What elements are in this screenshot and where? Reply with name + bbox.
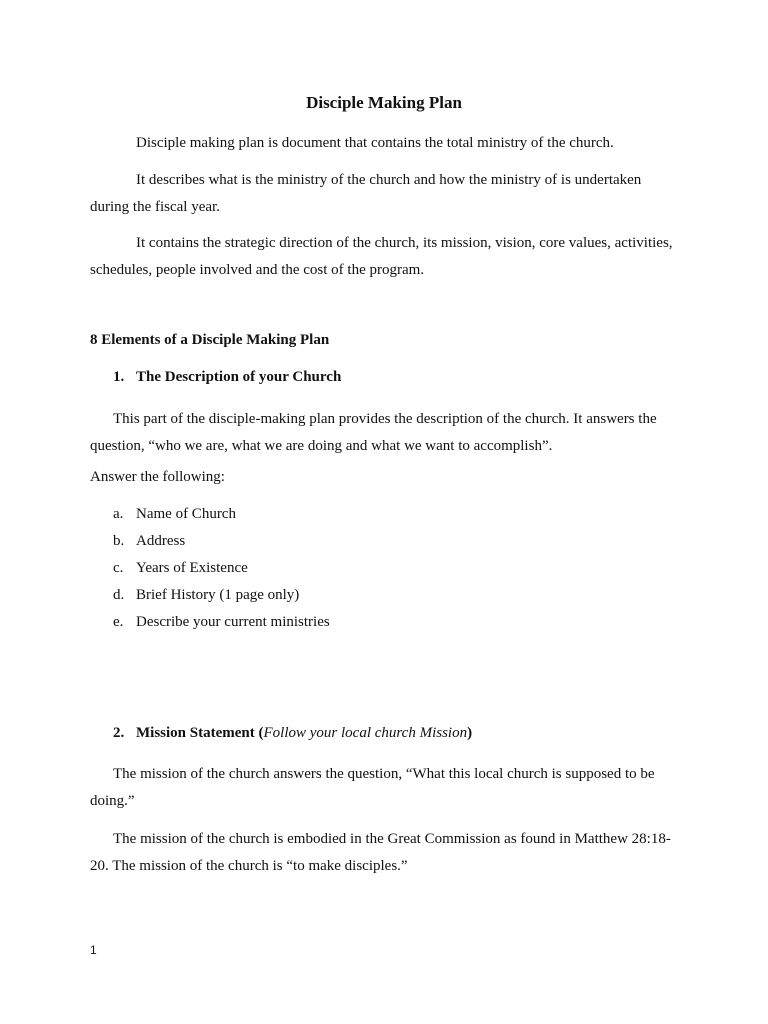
list-item-letter: e. [113, 614, 124, 630]
list-item-text: Describe your current ministries [136, 614, 330, 630]
list-item-letter: b. [113, 533, 125, 549]
list-item-text: Address [136, 533, 186, 549]
section-2-note: Follow your local church Mission [263, 725, 468, 741]
list-item-text: Name of Church [136, 506, 236, 522]
intro-paragraph-3: It contains the strategic direction of the church, its mission, vision, core values, activities, schedules, people involved and the cost of the program. [90, 235, 673, 278]
section-1-body: This part of the disciple-making plan provides the description of the church. It answers the question, “who we are, what we are doing and what we want to accomplish”. [90, 411, 657, 454]
page-number: 1 [90, 943, 97, 957]
answer-prompt: Answer the following: [90, 469, 225, 485]
section-2-paren-close: ) [467, 725, 473, 741]
list-item-letter: d. [113, 587, 125, 603]
section-1-title: The Description of your Church [136, 369, 342, 385]
elements-heading: 8 Elements of a Disciple Making Plan [90, 332, 330, 348]
section-2-body-2: The mission of the church is embodied in the Great Commission as found in Matthew 28:18-20. The mission of the church is “to make disciples.” [90, 831, 671, 874]
list-item-text: Years of Existence [136, 560, 248, 576]
section-2-body-1: The mission of the church answers the question, “What this local church is supposed to be doing.” [90, 766, 655, 809]
list-item-letter: a. [113, 506, 124, 522]
list-item-letter: c. [113, 560, 124, 576]
intro-paragraph-1: Disciple making plan is document that contains the total ministry of the church. [136, 135, 614, 151]
list-item-text: Brief History (1 page only) [136, 587, 300, 603]
section-2-number: 2. [113, 725, 125, 741]
section-2-paren-open: ( [254, 725, 264, 741]
section-2-title: Mission Statement [136, 725, 255, 741]
document-title: Disciple Making Plan [306, 93, 462, 112]
section-2-title-line [136, 725, 472, 742]
intro-paragraph-2: It describes what is the ministry of the church and how the ministry of is undertaken during the fiscal year. [90, 172, 642, 215]
section-1-number: 1. [113, 369, 125, 385]
